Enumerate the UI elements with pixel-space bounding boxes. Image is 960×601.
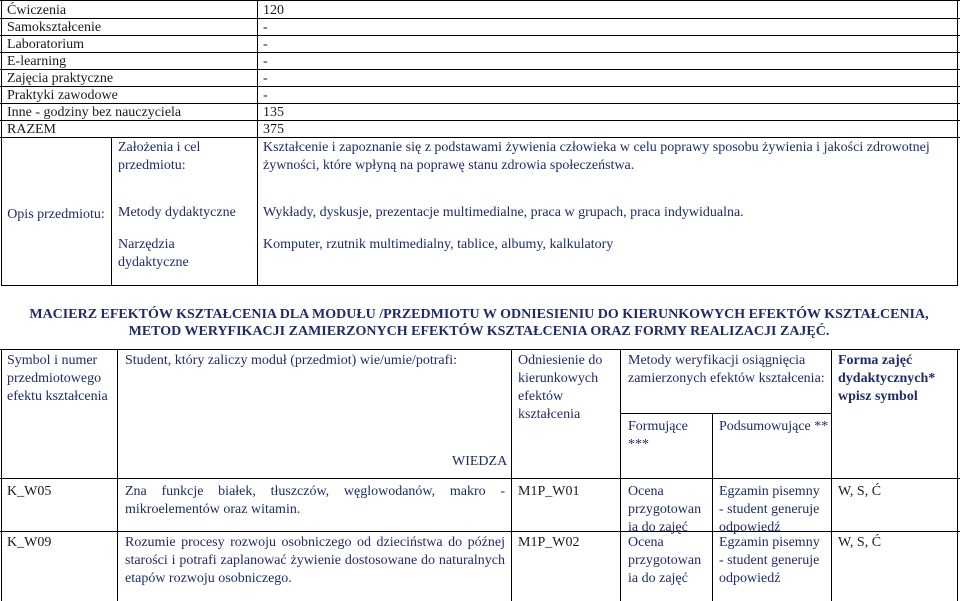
hours-value-praktyki-zawodowe: - [263,88,268,103]
hours-value-elearning: - [263,54,268,69]
header-formujace: Formujące *** [628,419,688,452]
hours-label-elearning: E-learning [7,54,67,69]
hours-label-inne: Inne - godziny bez nauczyciela [7,105,182,120]
header-podsumowujace: Podsumowujące ** [719,419,829,434]
row-symbol: K_W05 [7,484,52,499]
header-forma-zajec: Forma zajęć dydaktycznych* wpisz symbol [838,353,936,404]
row-podsumowujace: Egzamin pisemny - student generuje odpowiedź [719,535,820,586]
section-wiedza: WIEDZA [452,454,508,469]
hours-value-samoksztalcenie: - [263,20,268,35]
metody-dydaktyczne-text: Wykłady, dyskusje, prezentacje multimedialne, praca w grupach, praca indywidualna. [263,205,744,220]
zalozenia-text: Kształcenie i zapoznanie się z podstawami żywienia człowieka w celu poprawy sposobu żywienia i jakości zdrowotnej żywności, które wpłyną na poprawę stanu zdrowia społeczeństwa. [263,140,930,173]
narzedzia-label: Narzędzia dydaktyczne [118,237,189,270]
hours-value-inne: 135 [263,105,284,120]
opis-przedmiotu-label: Opis przedmiotu: [7,207,105,222]
metody-dydaktyczne-label: Metody dydaktyczne [118,205,236,220]
hours-label-laboratorium: Laboratorium [7,37,84,52]
hours-label-praktyki-zawodowe: Praktyki zawodowe [7,88,118,103]
matrix-title: MACIERZ EFEKTÓW KSZTAŁCENIA DLA MODUŁU /PRZEDMIOTU W ODNIESIENIU DO KIERUNKOWYCH EFEKTÓW KSZTAŁCENIA, METOD WERYFIKACJI ZAMIERZONYCH EFEKTÓW KSZTAŁCENIA ORAZ FORMY REALIZACJI ZAJĘĆ. [29,307,929,339]
row-odniesienie: M1P_W01 [518,484,580,499]
row-formujace: Ocena przygotowan ia do zajęć [628,484,702,535]
row-forma: W, S, Ć [838,484,882,499]
header-odniesienie: Odniesienie do kierunkowych efektów kształcenia [518,353,603,422]
row-description: Rozumie procesy rozwoju osobniczego od dzieciństwa do późnej starości i potrafi zaplanować żywienie dostosowane do naturalnych etapów rozwoju osobniczego. [125,535,505,586]
narzedzia-text: Komputer, rzutnik multimedialny, tablice, albumy, kalkulatory [263,237,614,252]
hours-value-laboratorium: - [263,37,268,52]
header-student: Student, który zaliczy moduł (przedmiot) wie/umie/potrafi: [125,353,458,368]
hours-value-cwiczenia: 120 [263,3,284,18]
row-podsumowujace: Egzamin pisemny - student generuje odpowiedź [719,484,820,535]
header-symbol: Symbol i numer przedmiotowego efektu kształcenia [7,353,108,404]
hours-value-razem: 375 [263,122,284,137]
row-forma: W, S, Ć [838,535,882,550]
row-odniesienie: M1P_W02 [518,535,580,550]
zalozenia-label: Założenia i cel przedmiotu: [118,140,201,173]
hours-value-zajecia-praktyczne: - [263,71,268,86]
row-symbol: K_W09 [7,535,52,550]
header-metody-weryfikacji: Metody weryfikacji osiągnięcia zamierzonych efektów kształcenia: [628,353,825,386]
hours-label-samoksztalcenie: Samokształcenie [7,20,102,35]
hours-label-cwiczenia: Ćwiczenia [7,3,67,18]
row-formujace: Ocena przygotowan ia do zajęć [628,535,702,586]
row-description: Zna funkcje białek, tłuszczów, węglowodanów, makro - mikroelementów oraz witamin. [125,484,505,517]
hours-label-razem: RAZEM [7,122,56,137]
hours-label-zajecia-praktyczne: Zajęcia praktyczne [7,71,114,86]
